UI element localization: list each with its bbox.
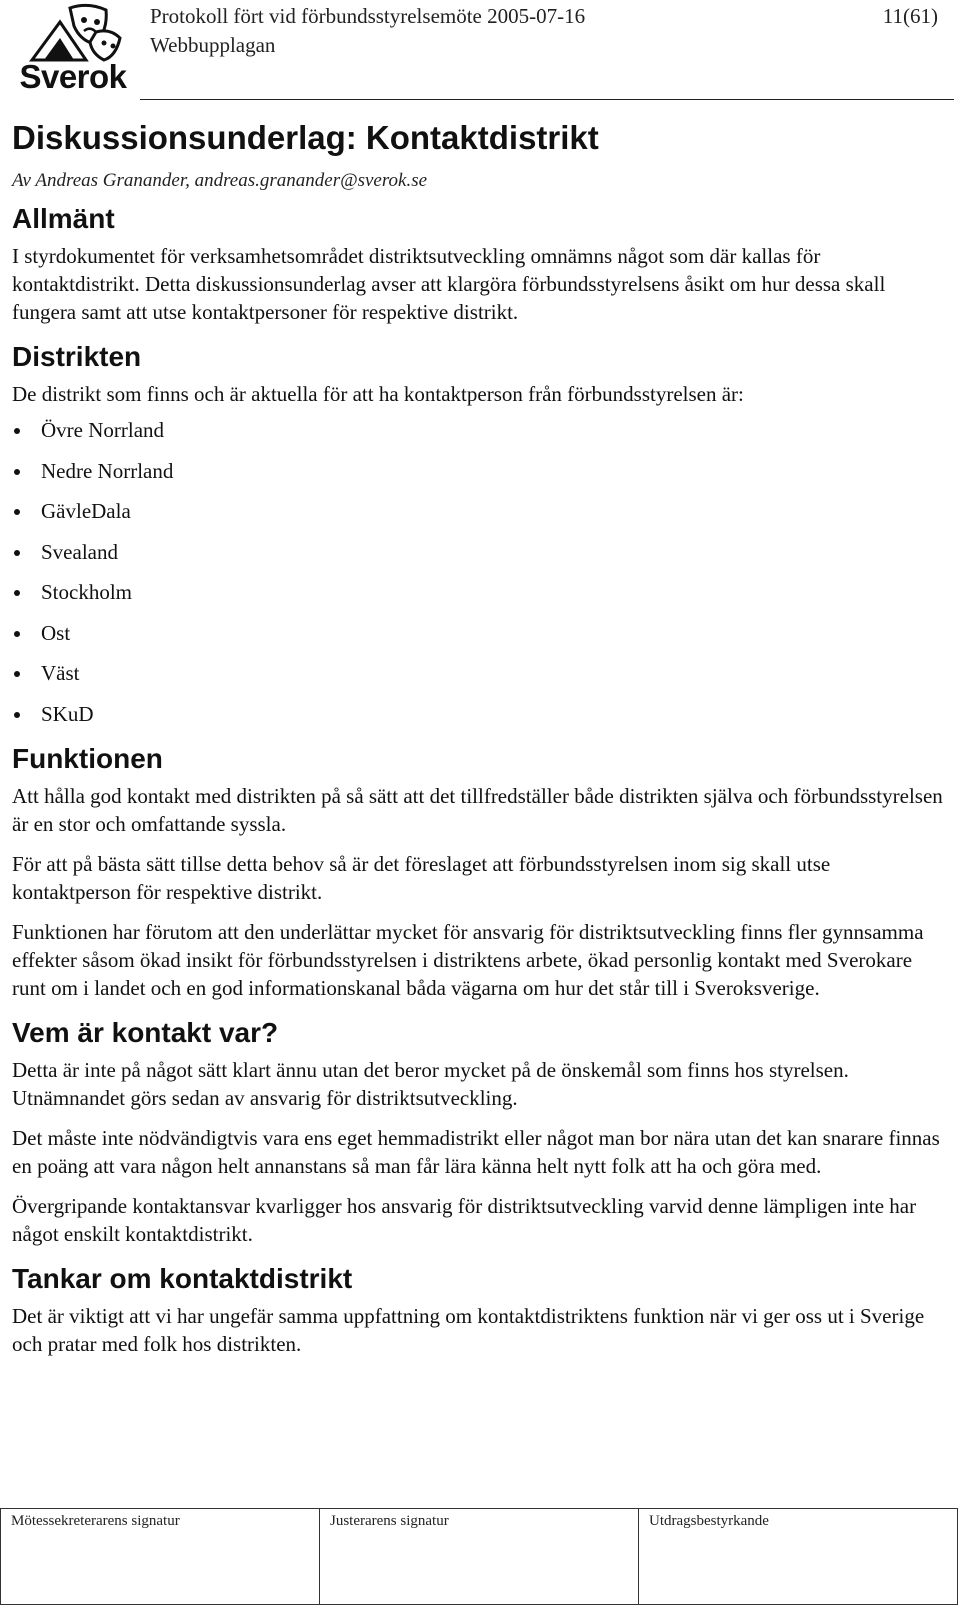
list-item: Ost <box>12 613 944 654</box>
header-edition: Webbupplagan <box>150 33 276 57</box>
list-item: Övre Norrland <box>12 410 944 451</box>
section-heading-tankar: Tankar om kontaktdistrikt <box>12 1263 353 1294</box>
signature-box-certification: Utdragsbestyrkande <box>639 1509 958 1605</box>
page-number: 11(61) <box>882 4 938 28</box>
theater-masks-icon <box>24 2 124 64</box>
author-line: Av Andreas Granander, andreas.granander@sverok.se <box>12 170 428 191</box>
section-heading-vem: Vem är kontakt var? <box>12 1017 279 1048</box>
document-body <box>12 112 944 1370</box>
section-heading-funktionen: Funktionen <box>12 743 163 774</box>
signature-table <box>0 1508 958 1605</box>
section-heading-allmant: Allmänt <box>12 203 115 234</box>
section-heading-distrikten: Distrikten <box>12 341 142 372</box>
header-rule <box>140 99 954 100</box>
allmant-paragraph: I styrdokumentet för verksamhetsområdet distriktsutveckling omnämns något som där kallas för kontaktdistrikt. Detta diskussionsunderlag avser att klargöra förbundsstyrelsens åsikt om hur dessa skall fungera samt att utse kontaktpersoner för respektive distrikt. <box>12 244 886 324</box>
list-item: Nedre Norrland <box>12 451 944 492</box>
funktionen-paragraph-2: För att på bästa sätt tillse detta behov så är det föreslaget att förbundsstyrelsen inom sig skall utse kontaktperson för respektive distrikt. <box>12 852 831 904</box>
distrikten-intro: De distrikt som finns och är aktuella för att ha kontaktperson från förbundsstyrelsen är: <box>12 382 744 406</box>
district-list <box>12 410 944 734</box>
vem-paragraph-3: Övergripande kontaktansvar kvarligger hos ansvarig för distriktsutveckling varvid denne lämpligen inte har något enskilt kontaktdistrikt. <box>12 1194 917 1246</box>
signature-box-secretary: Mötessekreterarens signatur <box>1 1509 320 1605</box>
signature-box-adjuster: Justerarens signatur <box>320 1509 639 1605</box>
vem-paragraph-2: Det måste inte nödvändigtvis vara ens eget hemmadistrikt eller något man bor nära utan det kan snarare finnas en poäng att vara någon helt annanstans så man får lära känna helt nytt folk att ha och göra med. <box>12 1126 940 1178</box>
tankar-paragraph: Det är viktigt att vi har ungefär samma uppfattning om kontaktdistriktens funktion när vi ger oss ut i Sverige och pratar med folk hos distrikten. <box>12 1304 925 1356</box>
vem-paragraph-1: Detta är inte på något sätt klart ännu utan det beror mycket på de önskemål som finns hos styrelsen. Utnämnandet görs sedan av ansvarig för distriktsutveckling. <box>12 1058 849 1110</box>
list-item: Svealand <box>12 532 944 573</box>
list-item: GävleDala <box>12 491 944 532</box>
sverok-logo <box>8 2 138 98</box>
list-item: SKuD <box>12 694 944 735</box>
list-item: Stockholm <box>12 572 944 613</box>
page-header <box>0 0 960 102</box>
header-meeting-title: Protokoll fört vid förbundsstyrelsemöte 2005-07-16 <box>150 4 586 28</box>
list-item: Väst <box>12 653 944 694</box>
document-title: Diskussionsunderlag: Kontaktdistrikt <box>12 119 599 156</box>
logo-wordmark: Sverok <box>19 58 127 95</box>
funktionen-paragraph-3: Funktionen har förutom att den underlättar mycket för ansvarig för distriktsutveckling finns fler gynnsamma effekter såsom ökad insikt för förbundsstyrelsen i distriktens arbete, ökad personlig kontakt med Sverokare runt om i landet och en god informationskanal båda vägarna om hur det står till i Sveroksverige. <box>12 920 924 1000</box>
funktionen-paragraph-1: Att hålla god kontakt med distrikten på så sätt att det tillfredställer både distrikten själva och förbundsstyrelsen är en stor och omfattande syssla. <box>12 784 943 836</box>
